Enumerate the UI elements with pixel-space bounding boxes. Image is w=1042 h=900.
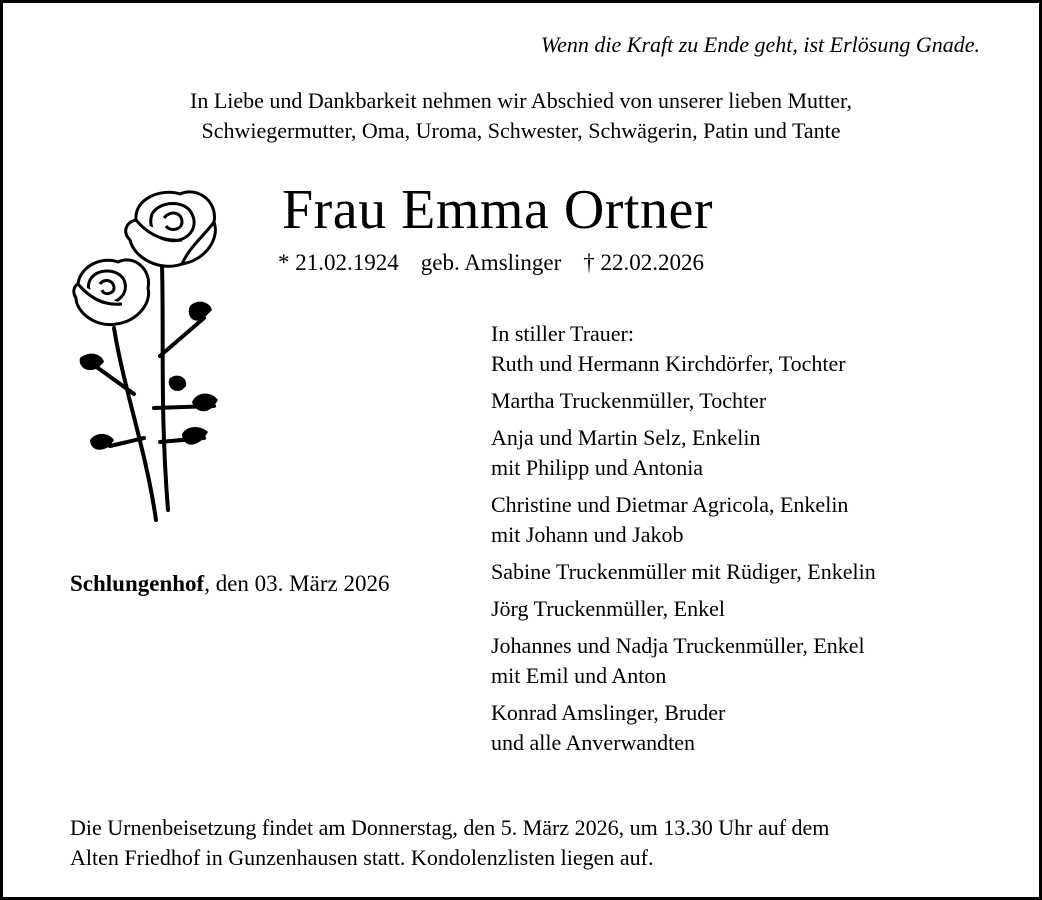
mourner-line: Jörg Truckenmüller, Enkel [491, 596, 725, 621]
maiden-name: geb. Amslinger [420, 250, 562, 275]
mourners-list [491, 319, 876, 765]
mourner-group [491, 594, 876, 624]
mourner-line: Christine und Dietmar Agricola, Enkelin [491, 492, 849, 517]
mourner-line: mit Emil und Anton [491, 663, 667, 688]
mourner-group [491, 386, 876, 416]
mourner-line: mit Johann und Jakob [491, 522, 684, 547]
mourner-group [491, 698, 876, 758]
mourner-group [491, 631, 876, 691]
life-dates [278, 250, 704, 276]
funeral-notice [70, 813, 829, 873]
mourner-group [491, 423, 876, 483]
mourner-line: mit Philipp und Antonia [491, 455, 704, 480]
place-town: Schlungenhof [70, 571, 205, 596]
mourner-group [491, 319, 876, 379]
place-and-date [70, 571, 389, 597]
mourner-line: Anja und Martin Selz, Enkelin [491, 425, 761, 450]
funeral-line: Alten Friedhof in Gunzenhausen statt. Kondolenzlisten liegen auf. [70, 845, 654, 870]
mourner-line: und alle Anverwandten [491, 730, 696, 755]
intro-line: In Liebe und Dankbarkeit nehmen wir Abschied von unserer lieben Mutter, [190, 88, 852, 113]
mourner-line: Martha Truckenmüller, Tochter [491, 388, 767, 413]
intro-text [0, 86, 1042, 146]
funeral-line: Die Urnenbeisetzung findet am Donnerstag, den 5. März 2026, um 13.30 Uhr auf dem [70, 815, 830, 840]
mourner-line: Sabine Truckenmüller mit Rüdiger, Enkelin [491, 559, 876, 584]
birth-date: * 21.02.1924 [278, 250, 399, 275]
motto: Wenn die Kraft zu Ende geht, ist Erlösung Gnade. [540, 32, 980, 57]
intro-line: Schwiegermutter, Oma, Uroma, Schwester, Schwägerin, Patin und Tante [201, 118, 841, 143]
deceased-name: Frau Emma Ortner [282, 179, 713, 241]
place-date: , den 03. März 2026 [204, 571, 390, 596]
mourner-line: Konrad Amslinger, Bruder [491, 700, 726, 725]
mourner-group [491, 557, 876, 587]
mourner-line: Ruth und Hermann Kirchdörfer, Tochter [491, 351, 846, 376]
mourner-line: Johannes und Nadja Truckenmüller, Enkel [491, 633, 865, 658]
mourner-line: In stiller Trauer: [491, 321, 634, 346]
mourner-group [491, 490, 876, 550]
death-date: † 22.02.2026 [583, 250, 705, 275]
rose-illustration [64, 180, 224, 532]
